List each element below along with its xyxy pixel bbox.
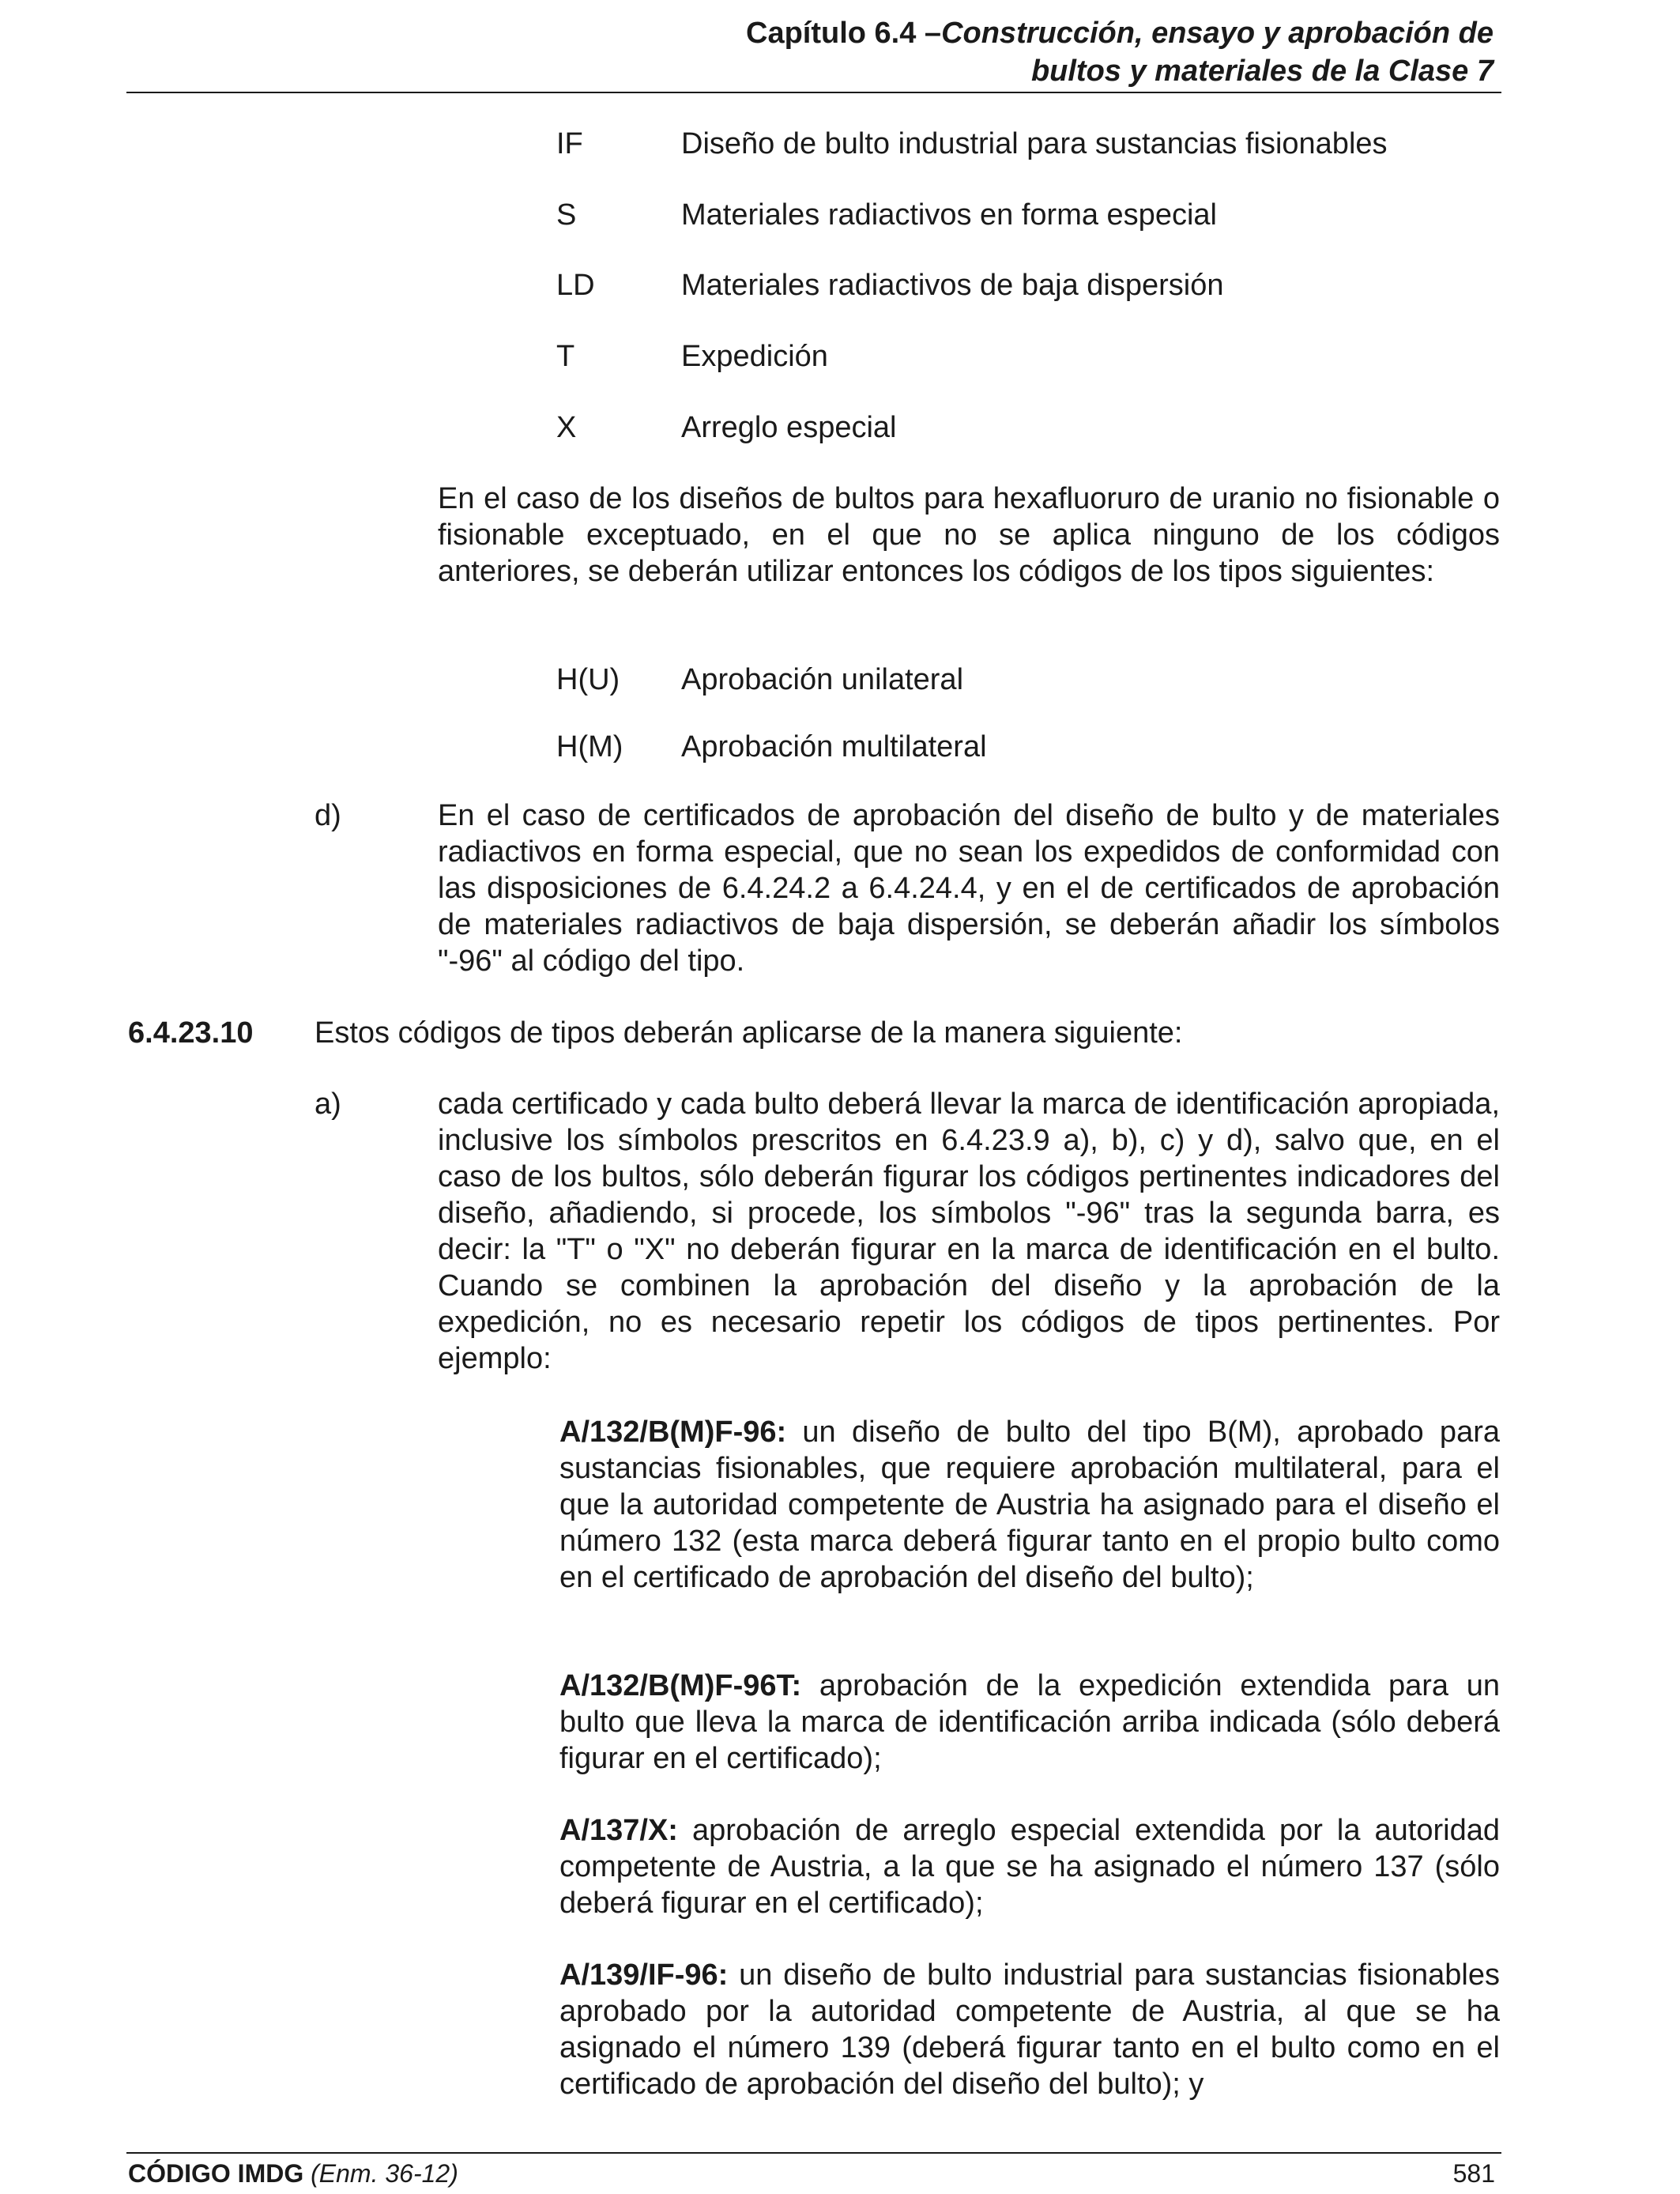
section-number: 6.4.23.10 (128, 1016, 254, 1050)
header-line-1 (126, 14, 1494, 52)
type-code: LD (556, 269, 595, 302)
footer-code-name: CÓDIGO IMDG (128, 2159, 304, 2188)
uranium-code: H(M) (556, 730, 623, 763)
item-d-marker: d) (315, 799, 341, 832)
uranium-code-row (0, 662, 1680, 698)
uranium-code: H(U) (556, 663, 620, 696)
section-lead-text: Estos códigos de tipos deberán aplicarse de la manera siguiente: (315, 1016, 1183, 1050)
uranium-code-description: Aprobación multilateral (681, 730, 987, 763)
uranium-hexafluoride-paragraph: En el caso de los diseños de bultos para hexafluoruro de uranio no fisionable o fisionable exceptuado, en el que no se aplica ninguno de los códigos anteriores, se deberán utilizar entonces los códigos de los tipos siguientes: (438, 482, 1500, 588)
example-entry (559, 1812, 1500, 1921)
type-code-row (0, 197, 1680, 233)
type-code: IF (556, 127, 583, 160)
uranium-code-row (0, 729, 1680, 765)
header-divider (126, 92, 1501, 93)
type-code-description: Materiales radiactivos de baja dispersión (681, 269, 1224, 302)
page-header (126, 14, 1501, 90)
type-code: S (556, 198, 577, 232)
example-entry (559, 1957, 1500, 2102)
type-code-row (0, 338, 1680, 375)
header-chapter: Capítulo 6.4 – (746, 17, 942, 50)
example-entry (559, 1414, 1500, 1596)
type-code-row (0, 126, 1680, 162)
item-d-text: En el caso de certificados de aprobación del diseño de bulto y de materiales radiactivos en forma especial, que no sean los expedidos de conformidad con las disposiciones de 6.4.24.2 a 6.4.24.4, y en el de certificados de aprobación de materiales radiactivos de baja dispersión, se deberán añadir los símbolos "-96" al código del tipo. (438, 799, 1500, 978)
item-a-text: cada certificado y cada bulto deberá llevar la marca de identificación apropiada, inclusive los símbolos prescritos en 6.4.23.9 a), b), c) y d), salvo que, en el caso de los bultos, sólo deberán figurar los códigos pertinentes indicadores del diseño, añadiendo, si procede, los símbolos "-96" tras la segunda barra, es decir: la "T" o "X" no deberán figurar en la marca de identificación en el bulto. Cuando se combinen la aprobación del diseño y la aprobación de la expedición, no es necesario repetir los códigos de tipos pertinentes. Por ejemplo: (438, 1088, 1500, 1375)
type-code: T (556, 340, 575, 373)
example-entry (559, 1668, 1500, 1777)
type-code: X (556, 411, 577, 444)
type-code-description: Materiales radiactivos en forma especial (681, 198, 1217, 232)
type-code-description: Arreglo especial (681, 411, 897, 444)
example-description: un diseño de bulto del tipo B(M), aprobado para sustancias fisionables, que requiere aprobación multilateral, para el que la autoridad competente de Austria ha asignado para el diseño el número 132 (esta marca deberá figurar tanto en el propio bulto como en el certificado de aprobación del diseño del bulto); (559, 1416, 1500, 1594)
page-number: 581 (1452, 2159, 1495, 2188)
type-code-row (0, 409, 1680, 446)
footer-divider (126, 2152, 1501, 2154)
example-mark: A/139/IF-96: (559, 1958, 729, 1992)
example-description: aprobación de arreglo especial extendida por la autoridad competente de Austria, a la que se ha asignado el número 137 (sólo deberá figurar en el certificado); (559, 1814, 1500, 1920)
example-description: un diseño de bulto industrial para sustancias fisionables aprobado por la autoridad competente de Austria, al que se ha asignado el número 139 (deberá figurar tanto en el bulto como en el certificado de aprobación del diseño del bulto); y (559, 1958, 1500, 2101)
type-code-description: Diseño de bulto industrial para sustancias fisionables (681, 127, 1388, 160)
footer-publication (128, 2158, 458, 2188)
footer-amendment: (Enm. 36-12) (311, 2159, 458, 2188)
type-code-row (0, 267, 1680, 303)
header-title-italic: Construcción, ensayo y aprobación de (941, 17, 1494, 50)
example-mark: A/137/X: (559, 1814, 678, 1847)
item-a-marker: a) (315, 1088, 341, 1121)
header-line-2: bultos y materiales de la Clase 7 (1030, 55, 1494, 88)
example-description: aprobación de la expedición extendida para un bulto que lleva la marca de identificación arriba indicada (sólo deberá figurar en el certificado); (559, 1669, 1500, 1775)
example-mark: A/132/B(M)F-96: (559, 1416, 787, 1449)
example-mark: A/132/B(M)F-96T: (559, 1669, 802, 1702)
type-code-description: Expedición (681, 340, 828, 373)
uranium-code-description: Aprobación unilateral (681, 663, 964, 696)
